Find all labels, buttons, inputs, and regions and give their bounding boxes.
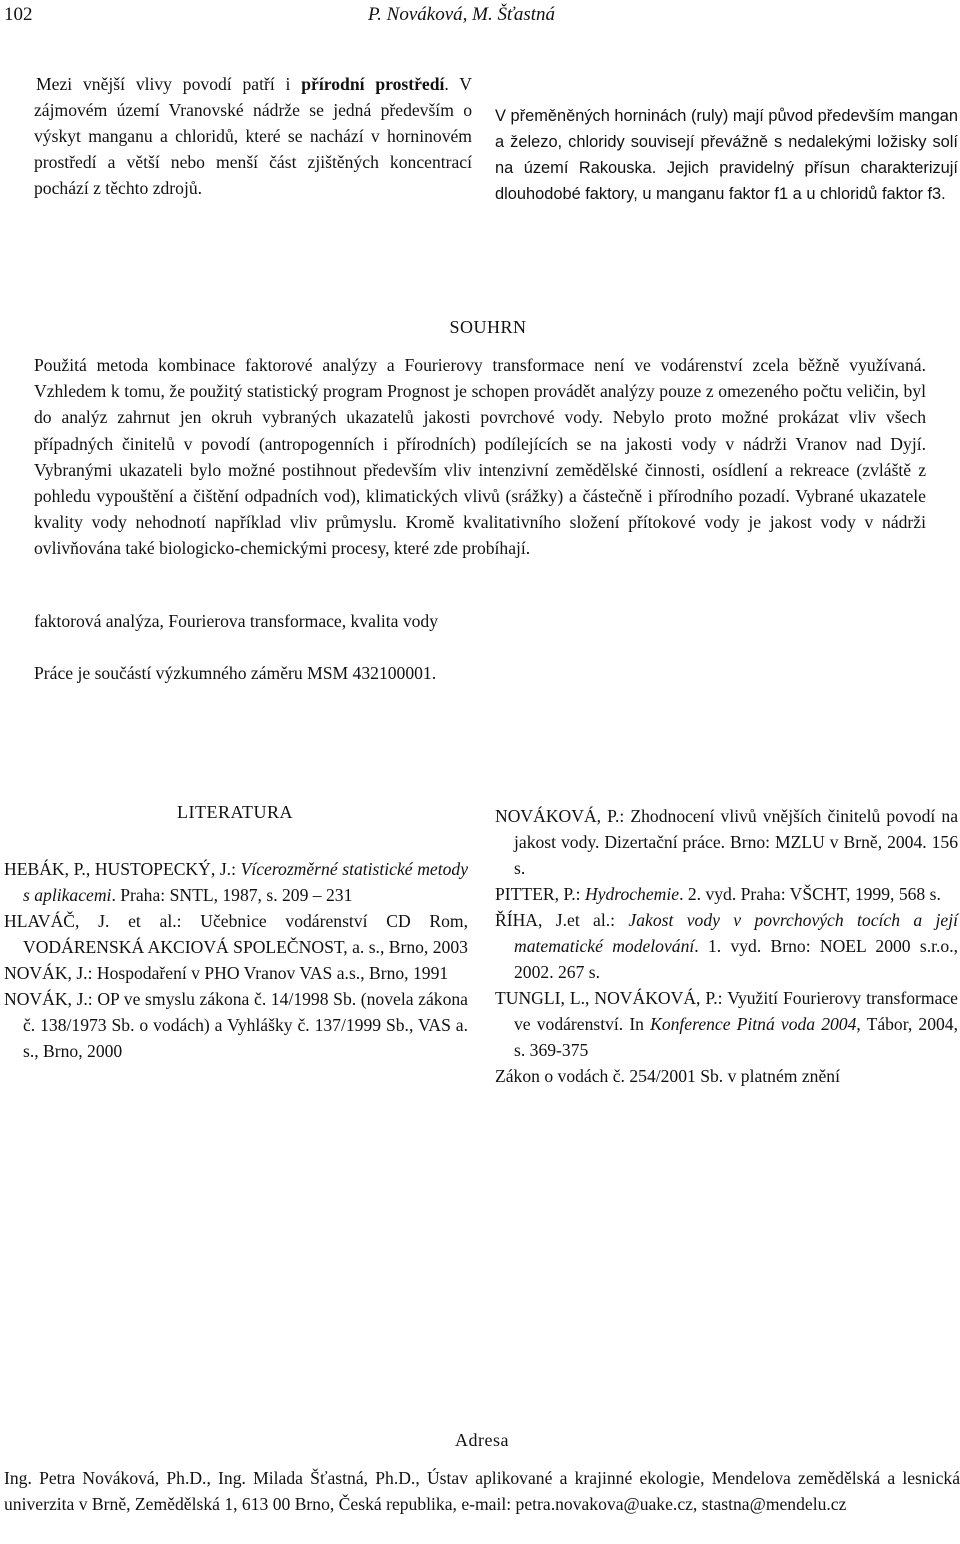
- reference-text: , Tábor, 2004, s. 369-375: [514, 1014, 958, 1060]
- summary-heading: SOUHRN: [449, 317, 527, 337]
- reference-text: NOVÁK, J.: Hospodaření v PHO Vranov VAS a.s., Brno, 1991: [4, 963, 449, 983]
- reference-item: [495, 985, 958, 1063]
- address-heading: Adresa: [455, 1430, 509, 1450]
- paragraph-text: V přeměněných horninách (ruly) mají původ především mangan a železo, chloridy souvisejí převážně s nedalekými ložisky solí na území Rakouska. Jejich pravidelný přísun charakterizují dlouhodobé faktory, u manganu faktor f1 a u chloridů faktor f3.: [495, 107, 958, 203]
- bold-term: přírodní prostředí: [301, 74, 445, 94]
- reference-title: Vícerozměrné statistické metody s aplikacemi: [23, 859, 468, 905]
- reference-title: Jakost vody v povrchových tocích a její matematické modelování: [514, 910, 958, 956]
- acknowledgement: Práce je součástí výzkumného záměru MSM 432100001.: [34, 663, 437, 683]
- paragraph-text: Mezi vnější vlivy povodí patří i: [36, 74, 302, 94]
- reference-text: . 2. vyd. Praha: VŠCHT, 1999, 568 s.: [679, 884, 941, 904]
- reference-text: ŘÍHA, J.et al.:: [495, 910, 629, 930]
- paragraph-text: . V zájmovém území Vranovské nádrže se jedná především o výskyt manganu a chloridů, které se nachází v horninovém prostředí a větší nebo menší část zjištěných koncentrací pochází z těchto zdrojů.: [34, 74, 472, 198]
- reference-text: TUNGLI, L., NOVÁKOVÁ, P.: Využití Fourierovy transformace ve vodárenství. In: [495, 988, 958, 1034]
- address-text: Ing. Petra Nováková, Ph.D., Ing. Milada Šťastná, Ph.D., Ústav aplikované a krajinné ekologie, Mendelova zemědělská a lesnická univerzita v Brně, Zemědělská 1, 613 00 Brno, Česká republika, e-mail: petra.novakova@uake.cz, stastna@mendelu.cz: [4, 1468, 960, 1514]
- reference-text: HEBÁK, P., HUSTOPECKÝ, J.:: [4, 859, 241, 879]
- keywords: faktorová analýza, Fourierova transformace, kvalita vody: [34, 611, 439, 631]
- reference-item: [495, 1063, 958, 1089]
- reference-item: [4, 856, 468, 908]
- references-left: [4, 856, 468, 1064]
- page-header: [0, 2, 960, 34]
- reference-text: PITTER, P.:: [495, 884, 585, 904]
- page-number: 102: [4, 4, 33, 25]
- running-head: P. Nováková, M. Šťastná: [368, 4, 556, 25]
- reference-title: Hydrochemie: [584, 884, 680, 904]
- reference-item: [495, 881, 958, 907]
- reference-item: [495, 803, 958, 881]
- reference-item: [495, 907, 958, 985]
- body-right-column: [495, 103, 958, 207]
- body-left-column: [34, 71, 472, 201]
- literature-heading: LITERATURA: [177, 802, 293, 822]
- reference-item: [4, 908, 468, 960]
- reference-text: NOVÁKOVÁ, P.: Zhodnocení vlivů vnějších činitelů povodí na jakost vody. Dizertační práce. Brno: MZLU v Brně, 2004. 156 s.: [495, 806, 958, 878]
- reference-item: [4, 986, 468, 1064]
- reference-text: . 1. vyd. Brno: NOEL 2000 s.r.o., 2002. 267 s.: [514, 936, 958, 982]
- references-right: [495, 803, 958, 1089]
- reference-text: Zákon o vodách č. 254/2001 Sb. v platném znění: [495, 1066, 840, 1086]
- reference-text: NOVÁK, J.: OP ve smyslu zákona č. 14/1998 Sb. (novela zákona č. 138/1973 Sb. o vodách) a Vyhlášky č. 137/1999 Sb., VAS a. s., Brno, 2000: [4, 989, 468, 1061]
- reference-item: [4, 960, 468, 986]
- reference-text: HLAVÁČ, J. et al.: Učebnice vodárenství CD Rom, VODÁRENSKÁ AKCIOVÁ SPOLEČNOST, a. s., Brno, 2003: [4, 911, 468, 957]
- summary-text: Použitá metoda kombinace faktorové analýzy a Fourierovy transformace není ve vodárenství zcela běžně využívaná. Vzhledem k tomu, že použitý statistický program Prognost je schopen provádět analýzy pouze z omezeného počtu veličin, byl do analýz zahrnut jen okruh vybraných ukazatelů jakosti povrchové vody. Nebylo proto možné prokázat vliv všech případných činitelů v povodí (antropogenních i přírodních) podílejících se na jakosti vody v nádrži Vranov nad Dyjí. Vybranými ukazateli bylo možné postihnout především vliv intenzivní zemědělské činnosti, osídlení a rekreace (zvláště z pohledu vypouštění a čištění odpadních vod), klimatických vlivů (srážky) a částečně i přírodního pozadí. Vybrané ukazatele kvality vody nehodnotí například vliv průmyslu. Kromě kvalitativního složení přítokové vody je jakost vody v nádrži ovlivňována také biologicko-chemickými procesy, které zde probíhají.: [34, 355, 926, 559]
- reference-text: . Praha: SNTL, 1987, s. 209 – 231: [111, 885, 353, 905]
- reference-title: Konference Pitná voda 2004: [650, 1014, 857, 1034]
